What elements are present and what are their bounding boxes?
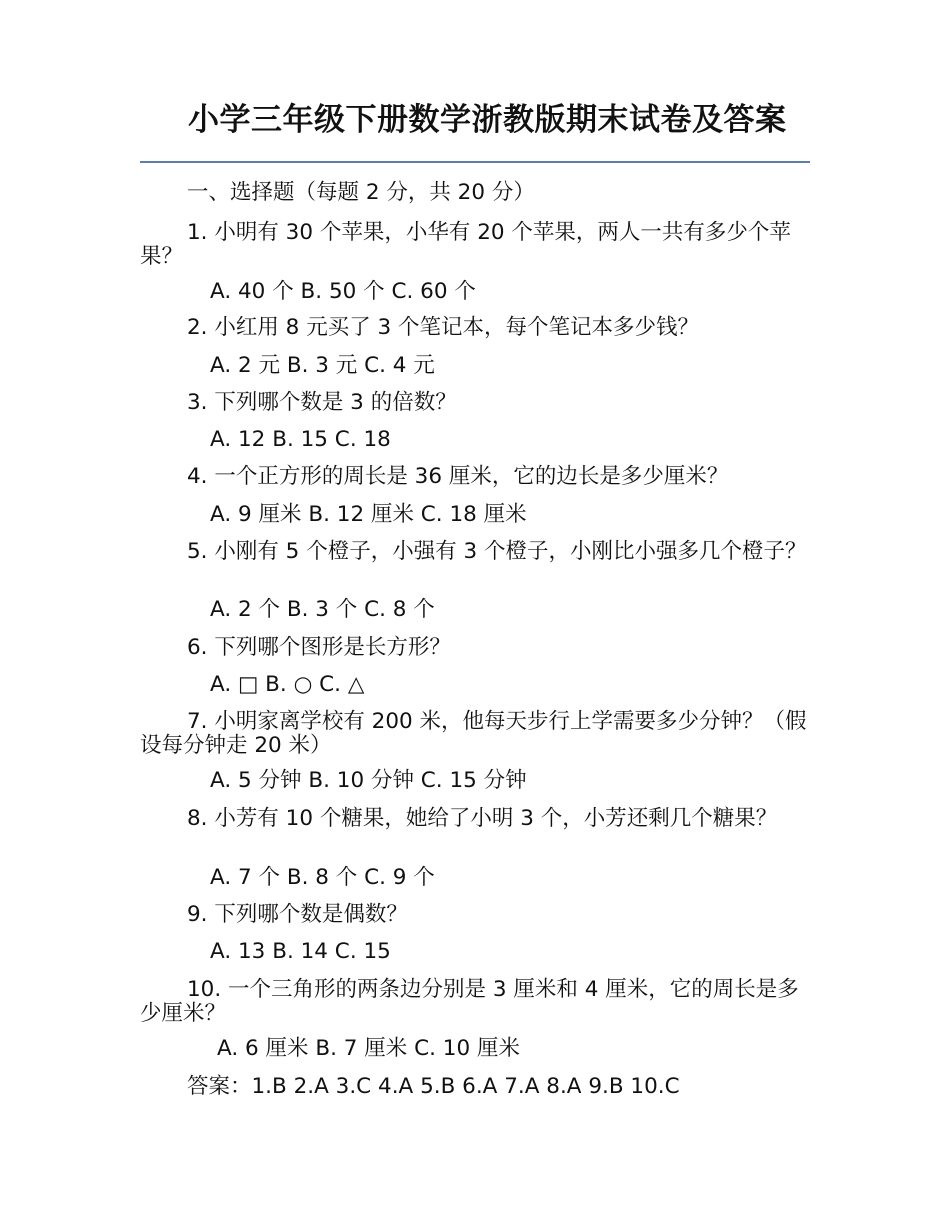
section-heading: 一、选择题（每题 2 分，共 20 分） xyxy=(187,180,535,205)
question-4-options: A. 9 厘米 B. 12 厘米 C. 18 厘米 xyxy=(210,502,527,527)
document-title: 小学三年级下册数学浙教版期末试卷及答案 xyxy=(188,102,787,138)
question-7-options: A. 5 分钟 B. 10 分钟 C. 15 分钟 xyxy=(210,768,527,793)
question-3: 3. 下列哪个数是 3 的倍数？ xyxy=(187,390,457,415)
question-2: 2. 小红用 8 元买了 3 个笔记本，每个笔记本多少钱？ xyxy=(187,315,700,340)
question-6: 6. 下列哪个图形是长方形？ xyxy=(187,635,451,660)
question-1-options: A. 40 个 B. 50 个 C. 60 个 xyxy=(210,279,476,304)
question-5-options: A. 2 个 B. 3 个 C. 8 个 xyxy=(210,597,435,622)
title-underline xyxy=(140,161,810,163)
question-3-options: A. 12 B. 15 C. 18 xyxy=(210,427,391,452)
question-7: 7. 小明家离学校有 200 米，他每天步行上学需要多少分钟？（假设每分钟走 20 米） xyxy=(140,709,807,758)
question-8-options: A. 7 个 B. 8 个 C. 9 个 xyxy=(210,865,435,890)
question-4: 4. 一个正方形的周长是 36 厘米，它的边长是多少厘米？ xyxy=(187,464,729,489)
question-9-options: A. 13 B. 14 C. 15 xyxy=(210,939,391,964)
question-10-options: A. 6 厘米 B. 7 厘米 C. 10 厘米 xyxy=(217,1036,520,1061)
question-10: 10. 一个三角形的两条边分别是 3 厘米和 4 厘米，它的周长是多少厘米？ xyxy=(140,977,799,1026)
answer-key: 答案：1.B 2.A 3.C 4.A 5.B 6.A 7.A 8.A 9.B 10.C xyxy=(187,1074,680,1099)
question-2-options: A. 2 元 B. 3 元 C. 4 元 xyxy=(210,353,435,378)
question-1: 1. 小明有 30 个苹果，小华有 20 个苹果，两人一共有多少个苹果？ xyxy=(140,220,791,269)
question-5: 5. 小刚有 5 个橙子，小强有 3 个橙子，小刚比小强多几个橙子？ xyxy=(187,539,807,564)
question-6-options: A. □ B. ○ C. △ xyxy=(210,672,365,697)
question-8: 8. 小芳有 10 个糖果，她给了小明 3 个，小芳还剩几个糖果？ xyxy=(187,806,778,831)
question-9: 9. 下列哪个数是偶数？ xyxy=(187,902,408,927)
